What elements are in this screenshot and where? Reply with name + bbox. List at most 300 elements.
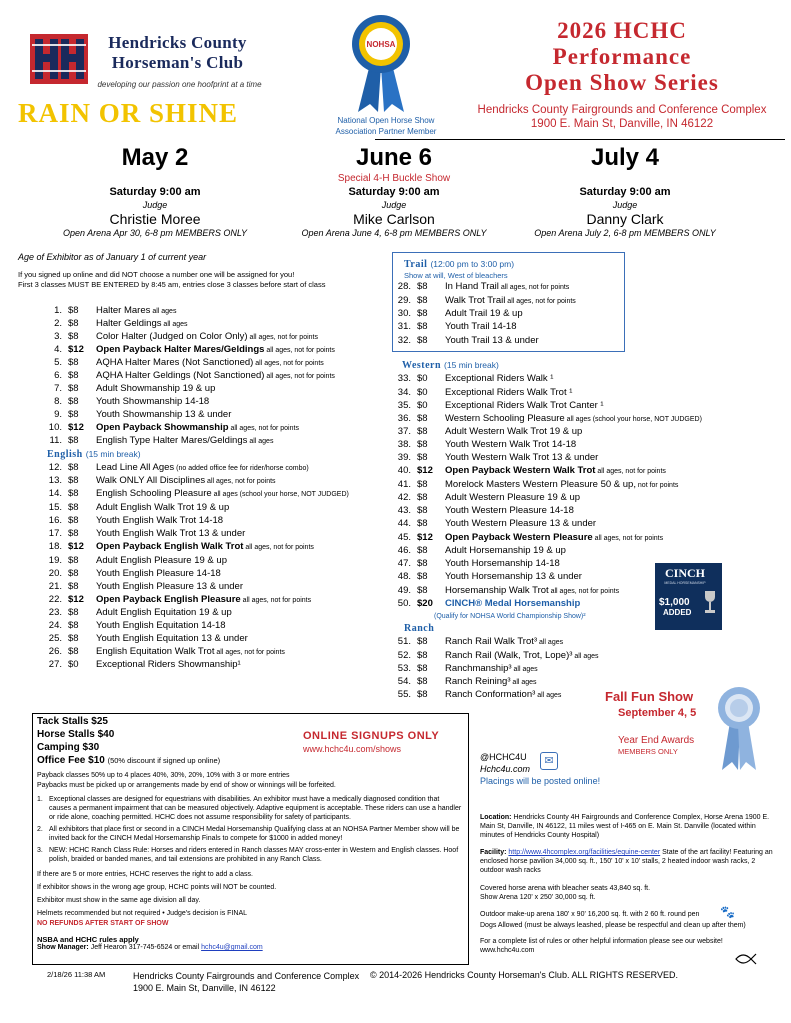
class-name: Open Payback Halter Mares/Geldings — [96, 344, 265, 355]
class-fee: $8 — [417, 650, 428, 661]
trail-subnote: Show at will, West of bleachers — [404, 271, 508, 280]
class-name: Open Payback Western Pleasure — [445, 532, 593, 543]
venue-address: Hendricks County Fairgrounds and Conference Complex 1900 E. Main St, Danville, IN 46122 — [477, 104, 767, 130]
class-fee: $8 — [417, 321, 428, 332]
class-fee: $8 — [68, 396, 79, 407]
show-time: Saturday 9:00 am — [109, 186, 201, 198]
class-number: 7. — [54, 383, 62, 394]
class-number: 28. — [397, 281, 411, 292]
class-number: 54. — [397, 676, 411, 687]
show-date: May 2 — [121, 144, 189, 171]
class-number: 2. — [54, 318, 62, 329]
class-fee: $8 — [68, 488, 79, 499]
facility-info: Facility: http://www.4hcomplex.org/facilities/equine-center State of the art facility! Featuring an enclosed horse pavilion 34,000 sq. ft., 150' 10' x 10' stalls, 2 heated indoor wash racks, 2 outdoor wash racks — [480, 849, 773, 874]
class-number: 22. — [48, 594, 62, 605]
class-fee: $8 — [68, 409, 79, 420]
footer-copyright: © 2014-2026 Hendricks County Horseman's Club. ALL RIGHTS RESERVED. — [370, 970, 678, 980]
class-fee: $8 — [68, 502, 79, 513]
class-row — [32, 370, 335, 383]
class-fee: $8 — [68, 581, 79, 592]
class-note: all ages (school your horse, NOT JUDGED) — [564, 416, 702, 423]
class-number: 9. — [54, 409, 62, 420]
class-name: Youth Showmanship 14-18 — [96, 396, 210, 407]
class-number: 35. — [397, 400, 411, 411]
class-number: 36. — [397, 413, 411, 424]
class-fee: $12 — [68, 594, 84, 605]
class-number: 51. — [397, 636, 411, 647]
class-name: Morelock Masters Western Pleasure 50 & up, — [445, 479, 636, 490]
class-note: all ages, not for points — [498, 284, 570, 291]
class-name: Open Payback English Pleasure — [96, 594, 241, 605]
wrong-age-note: If exhibitor shows in the wrong age group, HCHC points will NOT be counted. — [37, 884, 277, 891]
class-note: all ages, not for points — [228, 425, 299, 432]
online-signup-link[interactable]: www.hchc4u.com/shows — [303, 744, 402, 754]
class-fee: $8 — [417, 308, 428, 319]
class-name: Adult Western Pleasure 19 & up — [445, 492, 581, 503]
facility-link[interactable]: http://www.4hcomplex.org/facilities/equine-center — [508, 849, 661, 856]
class-name: Halter Geldings — [96, 318, 162, 329]
class-name: Youth English Pleasure 13 & under — [96, 581, 244, 592]
class-number: 25. — [48, 633, 62, 644]
class-number: 14. — [48, 488, 62, 499]
class-row — [381, 335, 539, 347]
fall-show-dates: September 4, 5 — [618, 707, 697, 719]
class-name: Youth Western Walk Trot 14-18 — [445, 439, 577, 450]
class-number: 55. — [397, 689, 411, 700]
class-number: 48. — [397, 571, 411, 582]
class-fee: $20 — [417, 598, 433, 609]
class-fee: $12 — [417, 465, 433, 476]
show-arena-info: Show Arena 120' x 250' 30,000 sq. ft. — [480, 894, 596, 901]
class-fee: $8 — [417, 426, 428, 437]
class-row — [32, 344, 335, 357]
class-row — [32, 488, 349, 501]
class-fee: $8 — [68, 607, 79, 618]
rule-item: 2. All exhibitors that place first or second in a CINCH Medal Horsemanship Qualifying class at an NOHSA Partner Member show will be invited back for the CINCH Medal Horsemanship Finals to compete for $1000 in added money! — [37, 826, 460, 842]
show-column-june: June 6 Special 4-H Buckle Show Saturday 9:00 am Judge Mike Carlson Open Arena June 4, 6-8 pm MEMBERS ONLY — [274, 144, 514, 239]
class-fee: $0 — [417, 387, 428, 398]
class-fee: $8 — [417, 335, 428, 346]
class-row — [381, 663, 538, 676]
class-name: Lead Line All Ages — [96, 462, 175, 473]
open-arena-note: Open Arena June 4, 6-8 pm MEMBERS ONLY — [301, 228, 487, 238]
class-row — [32, 305, 176, 318]
class-row — [381, 452, 598, 464]
dogs-info: Dogs Allowed (must be always leashed, please be respectful and clean up after them) — [480, 922, 746, 929]
covered-arena-info: Covered horse arena with bleacher seats 43,840 sq. ft. — [480, 885, 651, 892]
rule-item: 1. Exceptional classes are designed for equestrians with disabilities. An exhibitor must have a medically diagnosed condition that causes a permanent impairment that can be measured objectively. Adaptive equipment is acceptable. These riders can use a handler or ride alone, coaching permitted. HCHC does not assume responsibility for safety of participants. — [37, 796, 462, 821]
class-row — [32, 568, 221, 580]
class-number: 50. — [397, 598, 411, 609]
show-date: June 6 — [355, 144, 433, 171]
cinch-qualify-note: (Qualify for NOHSA World Championship Show)² — [434, 613, 586, 620]
helmet-note: Helmets recommended but not required • Judge's decision is FINAL — [37, 910, 247, 917]
footer-timestamp: 2/18/26 11:38 AM — [47, 970, 106, 979]
class-name: Youth Horsemanship 13 & under — [445, 571, 582, 582]
class-number: 29. — [397, 295, 411, 306]
members-only-note: MEMBERS ONLY — [618, 747, 678, 756]
class-number: 21. — [48, 581, 62, 592]
show-time: Saturday 9:00 am — [348, 186, 440, 198]
social-handle: @HCHC4U — [480, 752, 527, 762]
rule-item: 3. NEW: HCHC Ranch Class Rule: Horses and riders entered in Ranch classes MAY cross-enter in Western and English classes. Hoof polish, braided or banded manes, and tail extensions are prohibited in any Ranch Class. — [37, 847, 459, 863]
class-fee: $8 — [417, 281, 428, 292]
payback-note: Payback classes 50% up to 4 places 40%, 30%, 20%, 10% with 3 or more entries — [37, 772, 290, 779]
class-number: 32. — [397, 335, 411, 346]
class-number: 8. — [54, 396, 62, 407]
class-note: all ages, not for points — [247, 334, 318, 341]
class-number: 52. — [397, 650, 411, 661]
class-number: 15. — [48, 502, 62, 513]
class-name: Horsemanship Walk Trot — [445, 585, 549, 596]
class-number: 53. — [397, 663, 411, 674]
year-end-awards: Year End Awards — [618, 735, 695, 746]
show-column-july: July 4 Saturday 9:00 am Judge Danny Clark Open Arena July 2, 6-8 pm MEMBERS ONLY — [505, 144, 745, 239]
class-row — [381, 373, 553, 385]
class-fee: $8 — [68, 435, 79, 446]
svg-text:NOHSA: NOHSA — [366, 40, 396, 49]
class-name: Youth English Walk Trot 13 & under — [96, 528, 246, 539]
class-note: all ages — [510, 679, 537, 686]
class-row — [381, 465, 666, 478]
add-class-note: If there are 5 or more entries, HCHC reserves the right to add a class. — [37, 871, 253, 878]
class-name: Youth Showmanship 13 & under — [96, 409, 232, 420]
class-fee: $8 — [68, 646, 79, 657]
class-row — [381, 558, 560, 570]
show-date: July 4 — [590, 144, 660, 171]
class-row — [32, 581, 243, 593]
section-trail: Trail (12:00 pm to 3:00 pm) — [404, 259, 515, 270]
section-english: English (15 min break) — [47, 449, 141, 460]
class-fee: $8 — [417, 558, 428, 569]
class-name: Youth English Equitation 14-18 — [96, 620, 226, 631]
class-name: Ranch Conformation³ — [445, 689, 536, 700]
class-row — [381, 545, 566, 557]
class-note: (no added office fee for rider/horse combo) — [174, 465, 309, 472]
class-name: Youth English Walk Trot 14-18 — [96, 515, 224, 526]
club-name: Hendricks County Horseman's Club — [108, 33, 247, 72]
class-name: Open Payback Western Walk Trot — [445, 465, 596, 476]
class-note: all ages — [535, 692, 562, 699]
class-row — [381, 585, 619, 598]
class-name: Open Payback English Walk Trot — [96, 541, 244, 552]
class-note: all ages — [537, 639, 564, 646]
hh-logo-icon — [28, 30, 90, 88]
class-number: 6. — [54, 370, 62, 381]
class-number: 49. — [397, 585, 411, 596]
page-title: 2026 HCHC Performance Open Show Series — [525, 18, 719, 95]
social-icon: ✉ — [540, 752, 558, 770]
class-name: Youth Trail 13 & under — [445, 335, 539, 346]
class-fee: $8 — [417, 689, 428, 700]
rain-or-shine: RAIN OR SHINE — [18, 98, 239, 128]
open-arena-note: Open Arena July 2, 6-8 pm MEMBERS ONLY — [534, 228, 716, 238]
special-show-note: Special 4-H Buckle Show — [337, 173, 451, 184]
nohsa-ribbon-icon — [350, 14, 412, 114]
class-row — [381, 532, 663, 545]
class-name: Exceptional Riders Walk Trot ¹ — [445, 387, 573, 398]
class-row — [381, 479, 678, 492]
class-row — [32, 409, 231, 421]
ribbon-icon — [714, 686, 764, 772]
class-note: all ages, not for points — [264, 373, 335, 380]
class-name: Walk Trot Trail — [445, 295, 506, 306]
class-number: 34. — [397, 387, 411, 398]
no-refunds-note: NO REFUNDS AFTER START OF SHOW — [37, 920, 169, 927]
class-row — [32, 607, 232, 619]
class-row — [381, 598, 580, 610]
class-note: all ages, not for points — [214, 649, 285, 656]
class-fee: $8 — [417, 452, 428, 463]
svg-text:MEDAL HORSEMANSHIP: MEDAL HORSEMANSHIP — [664, 581, 706, 585]
class-row — [32, 396, 209, 408]
class-number: 39. — [397, 452, 411, 463]
show-column-may: May 2 Saturday 9:00 am Judge Christie Moree Open Arena Apr 30, 6-8 pm MEMBERS ONLY — [35, 144, 275, 239]
class-number: 20. — [48, 568, 62, 579]
horse-stall-fee: Horse Stalls $40 — [37, 729, 115, 740]
class-row — [381, 400, 604, 412]
class-number: 19. — [48, 555, 62, 566]
outdoor-arena-info: Outdoor make-up arena 180' x 90' 16,200 sq. ft. with 2 60 ft. round pen — [480, 911, 700, 918]
class-row — [381, 518, 596, 530]
class-number: 31. — [397, 321, 411, 332]
class-number: 41. — [397, 479, 411, 490]
class-note: all ages, not for points — [592, 535, 664, 542]
class-name: Exceptional Riders Walk Trot Canter ¹ — [445, 400, 604, 411]
footer-venue: Hendricks County Fairgrounds and Conference Complex 1900 E. Main St, Danville, IN 46122 — [133, 971, 360, 993]
class-name: Western Schooling Pleasure — [445, 413, 565, 424]
class-row — [32, 659, 241, 671]
class-name: Youth English Pleasure 14-18 — [96, 568, 221, 579]
class-name: Adult Horsemanship 19 & up — [445, 545, 566, 556]
class-row — [381, 492, 580, 504]
class-fee: $8 — [68, 383, 79, 394]
signup-note: If you signed up online and did NOT choose a number one will be assigned for you! First 3 classes MUST BE ENTERED by 8:45 am, entries close 3 classes before start of class — [18, 270, 326, 289]
section-ranch: Ranch — [404, 623, 435, 634]
class-row — [32, 646, 285, 659]
class-number: 33. — [397, 373, 411, 384]
class-row — [381, 636, 563, 649]
class-name: Ranchmanship³ — [445, 663, 512, 674]
rules-apply-note: NSBA and HCHC rules apply — [37, 935, 139, 944]
class-fee: $8 — [417, 295, 428, 306]
class-row — [381, 689, 561, 702]
cinch-ad-icon — [655, 563, 722, 630]
class-number: 42. — [397, 492, 411, 503]
class-fee: $8 — [68, 357, 79, 368]
class-name: Youth Trail 14-18 — [445, 321, 517, 332]
fish-icon — [735, 953, 757, 965]
class-fee: $8 — [417, 505, 428, 516]
class-name: English Schooling Pleasure — [96, 488, 212, 499]
class-fee: $8 — [68, 633, 79, 644]
class-number: 27. — [48, 659, 62, 670]
class-row — [381, 439, 576, 451]
class-fee: $8 — [417, 439, 428, 450]
class-number: 30. — [397, 308, 411, 319]
class-name: In Hand Trail — [445, 281, 499, 292]
svg-text:$1,000: $1,000 — [659, 597, 690, 608]
class-row — [381, 295, 576, 308]
class-fee: $0 — [68, 659, 79, 670]
class-number: 46. — [397, 545, 411, 556]
class-number: 45. — [397, 532, 411, 543]
class-note: all ages, not for points — [205, 478, 276, 485]
class-note: all ages, not for points — [595, 468, 666, 475]
class-name: Open Payback Showmanship — [96, 422, 229, 433]
class-note: all ages — [511, 666, 538, 673]
class-fee: $12 — [68, 541, 84, 552]
class-fee: $8 — [68, 555, 79, 566]
class-note: all ages, not for points — [253, 360, 324, 367]
class-number: 4. — [54, 344, 62, 355]
class-row — [32, 502, 229, 514]
class-number: 3. — [54, 331, 62, 342]
class-row — [381, 650, 599, 663]
class-fee: $8 — [68, 370, 79, 381]
class-row — [32, 383, 215, 395]
class-row — [381, 413, 702, 426]
class-name: Adult Showmanship 19 & up — [96, 383, 216, 394]
class-number: 16. — [48, 515, 62, 526]
class-name: Adult English Pleasure 19 & up — [96, 555, 227, 566]
complete-list-note: For a complete list of rules or other helpful information please see our website! — [480, 938, 723, 945]
manager-email-link[interactable]: hchc4u@gmail.com — [201, 944, 263, 951]
class-note: not for points — [635, 482, 679, 489]
online-signups-heading: ONLINE SIGNUPS ONLY — [303, 730, 440, 742]
class-fee: $8 — [417, 571, 428, 582]
class-name: Adult Trail 19 & up — [445, 308, 523, 319]
class-fee: $8 — [417, 585, 428, 596]
class-row — [32, 594, 311, 607]
class-row — [381, 676, 537, 689]
class-note: all ages, not for points — [243, 544, 314, 551]
class-number: 1. — [54, 305, 62, 316]
class-name: Adult Western Walk Trot 19 & up — [445, 426, 583, 437]
class-note: all ages — [247, 438, 274, 445]
class-note: all ages — [572, 653, 599, 660]
class-name: Walk ONLY All Disciplines — [96, 475, 206, 486]
class-fee: $8 — [68, 462, 79, 473]
class-name: CINCH® Medal Horsemanship — [445, 598, 581, 609]
nohsa-caption: National Open Horse Show Association Partner Member — [335, 116, 437, 136]
class-row — [381, 281, 569, 294]
paw-icon: 🐾 — [720, 905, 735, 919]
judge-name: Danny Clark — [586, 211, 664, 227]
class-row — [381, 426, 582, 438]
class-row — [32, 331, 318, 344]
tack-stall-fee: Tack Stalls $25 — [37, 716, 108, 727]
class-fee: $12 — [68, 422, 84, 433]
class-row — [32, 633, 248, 645]
class-row — [32, 528, 245, 540]
class-name: AQHA Halter Mares (Not Sanctioned) — [96, 357, 254, 368]
judge-name: Mike Carlson — [353, 211, 435, 227]
class-fee: $8 — [417, 413, 428, 424]
class-row — [381, 571, 582, 583]
class-fee: $0 — [417, 400, 428, 411]
class-row — [32, 620, 226, 632]
class-note: all ages (school your horse, NOT JUDGED) — [211, 491, 349, 498]
location-info: Location: Hendricks County 4H Fairgrounds and Conference Complex, Horse Arena 1900 E. Main St, Danville, IN 46122, 11 miles west of I-465 on E. Main St. Danville (located within minutes of Hendricks County Hospital) — [480, 814, 770, 839]
class-number: 26. — [48, 646, 62, 657]
class-name: Ranch Rail (Walk, Trot, Lope)³ — [445, 650, 573, 661]
class-note: all ages, not for points — [240, 597, 312, 604]
class-fee: $8 — [68, 305, 79, 316]
class-fee: $8 — [68, 331, 79, 342]
class-name: AQHA Halter Geldings (Not Sanctioned) — [96, 370, 265, 381]
class-fee: $8 — [417, 676, 428, 687]
class-number: 44. — [397, 518, 411, 529]
divider — [375, 139, 785, 140]
same-division-note: Exhibitor must show in the same age division all day. — [37, 897, 201, 904]
fall-show-title: Fall Fun Show — [605, 689, 694, 704]
class-row — [381, 387, 572, 399]
show-time: Saturday 9:00 am — [579, 186, 671, 198]
class-name: Youth Western Walk Trot 13 & under — [445, 452, 599, 463]
class-name: Youth Horsemanship 14-18 — [445, 558, 560, 569]
class-row — [32, 435, 273, 448]
class-row — [32, 555, 227, 567]
class-row — [32, 357, 324, 370]
class-row — [381, 308, 523, 320]
show-manager: Show Manager: Jeff Hearon 317-745-6524 or email hchc4u@gmail.com — [37, 944, 263, 951]
class-name: Youth Western Pleasure 14-18 — [445, 505, 574, 516]
class-name: Adult English Walk Trot 19 & up — [96, 502, 230, 513]
class-number: 24. — [48, 620, 62, 631]
club-tagline: developing our passion one hoofprint at a time — [97, 80, 262, 89]
class-fee: $8 — [417, 479, 428, 490]
class-number: 13. — [48, 475, 62, 486]
class-row — [381, 505, 574, 517]
class-number: 5. — [54, 357, 62, 368]
class-name: Youth Western Pleasure 13 & under — [445, 518, 597, 529]
class-name: Ranch Rail Walk Trot³ — [445, 636, 538, 647]
class-fee: $8 — [68, 620, 79, 631]
class-number: 38. — [397, 439, 411, 450]
class-number: 40. — [397, 465, 411, 476]
class-fee: $8 — [417, 492, 428, 503]
class-note: all ages, not for points — [505, 298, 576, 305]
payback-pickup-note: Paybacks must be picked up or arrangements made by end of show or winnings will be forfeited. — [37, 782, 336, 789]
open-arena-note: Open Arena Apr 30, 6-8 pm MEMBERS ONLY — [62, 228, 248, 238]
age-note: Age of Exhibitor as of January 1 of current year — [18, 252, 207, 262]
class-row — [32, 462, 309, 475]
class-row — [32, 422, 299, 435]
class-fee: $8 — [417, 663, 428, 674]
class-row — [32, 318, 188, 331]
class-fee: $8 — [68, 318, 79, 329]
svg-text:CINCH: CINCH — [664, 566, 706, 580]
class-note: all ages, not for points — [548, 588, 620, 595]
class-name: Color Halter (Judged on Color Only) — [96, 331, 248, 342]
social-website[interactable]: Hchc4u.com — [480, 764, 531, 774]
class-row — [32, 515, 223, 527]
class-number: 17. — [48, 528, 62, 539]
class-name: Exceptional Riders Showmanship¹ — [96, 659, 241, 670]
class-number: 12. — [48, 462, 62, 473]
website-link[interactable]: www.hchc4u.com — [480, 947, 535, 954]
class-name: Youth English Equitation 13 & under — [96, 633, 248, 644]
class-row — [381, 321, 516, 333]
class-fee: $8 — [68, 568, 79, 579]
class-fee: $12 — [417, 532, 433, 543]
office-fee: Office Fee $10 (50% discount if signed up online) — [37, 755, 221, 766]
class-name: Exceptional Riders Walk ¹ — [445, 373, 554, 384]
class-row — [32, 475, 276, 488]
class-name: Halter Mares — [96, 305, 151, 316]
class-number: 23. — [48, 607, 62, 618]
